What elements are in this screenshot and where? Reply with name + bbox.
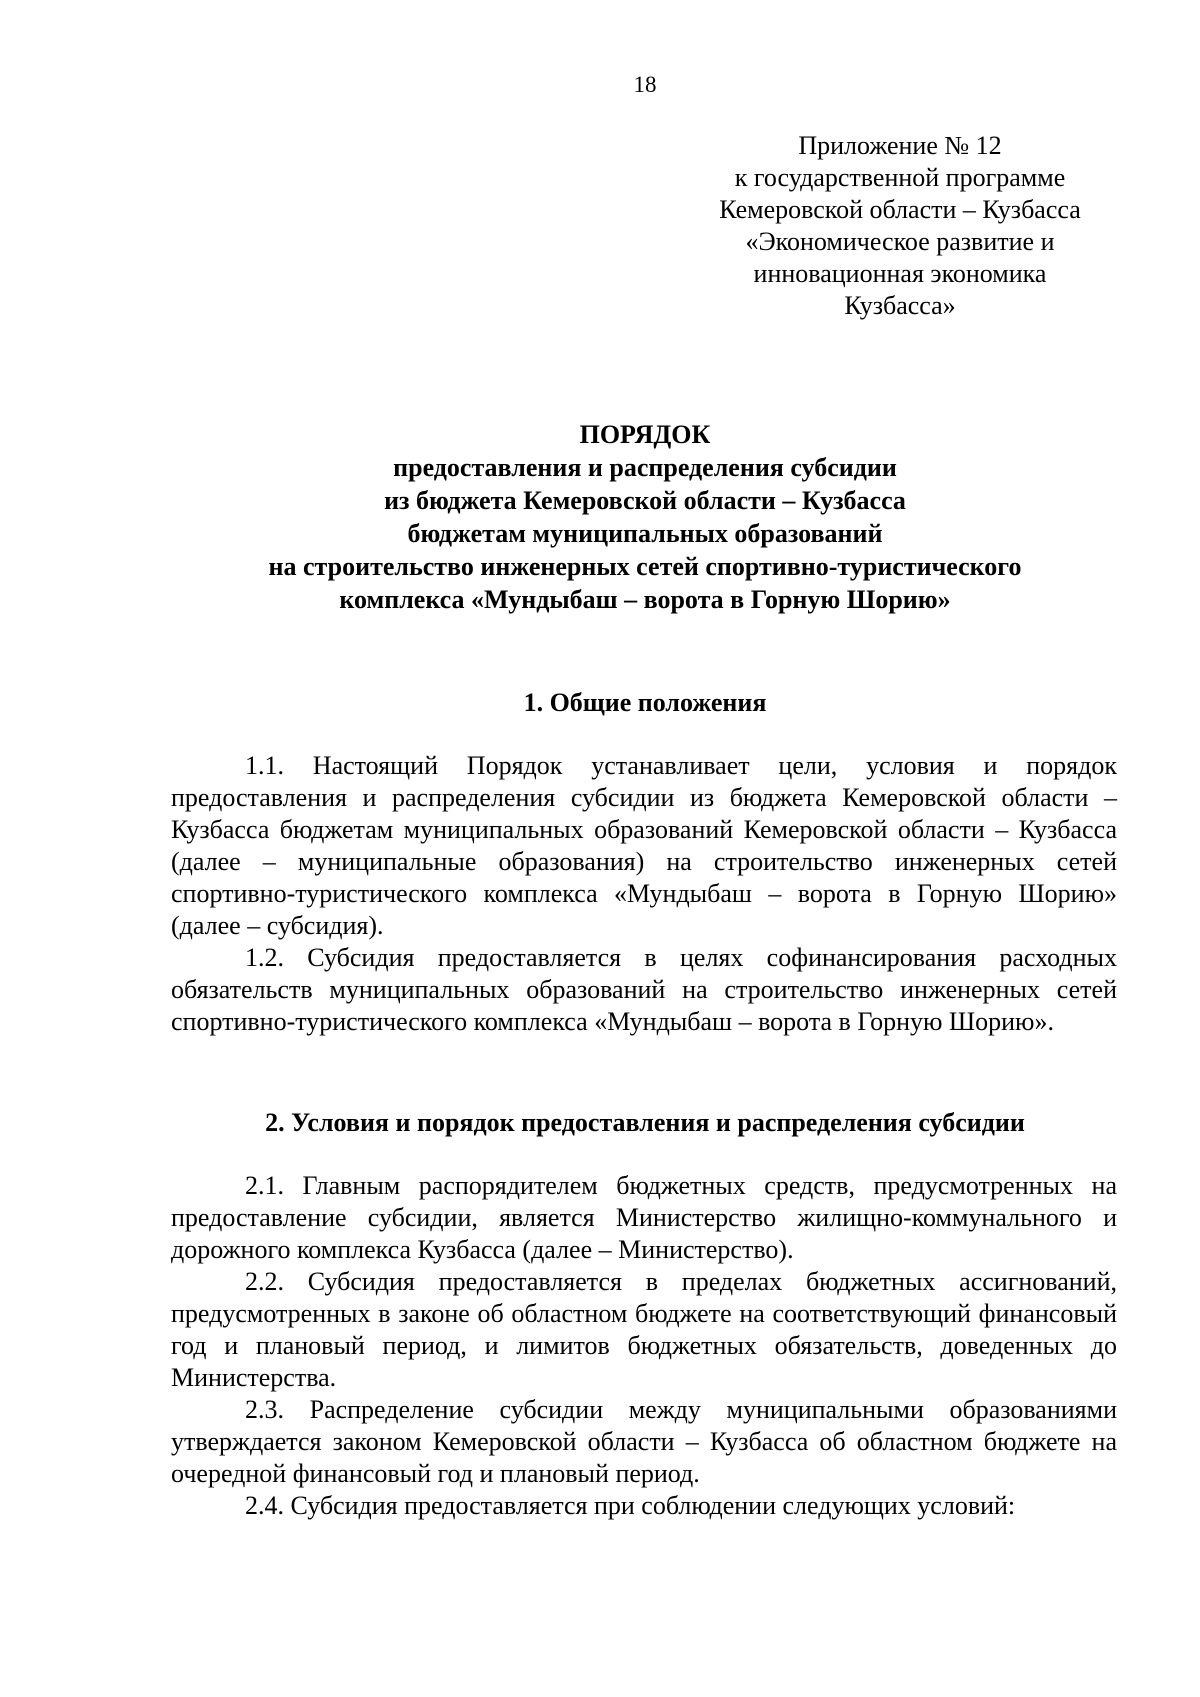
title-main: ПОРЯДОК bbox=[579, 420, 711, 449]
section-body bbox=[171, 1170, 1117, 1522]
appendix-line: Приложение № 12 bbox=[798, 131, 1002, 160]
appendix-note bbox=[680, 130, 1120, 322]
page-number: 18 bbox=[633, 72, 657, 97]
title-line: бюджетам муниципальных образований bbox=[407, 519, 883, 548]
paragraph: 2.3. Распределение субсидии между муниципальными образованиями утверждается законом Кемеровской области – Кузбасса об областном бюджете на очередной финансовый год и плановый период. bbox=[171, 1395, 1117, 1488]
appendix-line: Кузбасса» bbox=[844, 291, 956, 320]
paragraph: 1.2. Субсидия предоставляется в целях софинансирования расходных обязательств муниципальных образований на строительство инженерных сетей спортивно-туристического комплекса «Мундыбаш – ворота в Горную Шорию». bbox=[171, 943, 1117, 1036]
section-heading: 2. Условия и порядок предоставления и распределения субсидии bbox=[265, 1108, 1025, 1137]
section-body bbox=[171, 750, 1117, 1038]
title-line: на строительство инженерных сетей спортивно-туристического bbox=[268, 552, 1022, 581]
section-heading: 1. Общие положения bbox=[523, 688, 767, 717]
document-title bbox=[160, 418, 1130, 616]
paragraph: 1.1. Настоящий Порядок устанавливает цели, условия и порядок предоставления и распределения субсидии из бюджета Кемеровской области – Кузбасса бюджетам муниципальных образований Кемеровской области – Кузбасса (далее – муниципальные образования) на строительство инженерных сетей спортивно-туристического комплекса «Мундыбаш – ворота в Горную Шорию» (далее – субсидия). bbox=[171, 751, 1117, 940]
appendix-line: Кемеровской области – Кузбасса bbox=[719, 195, 1081, 224]
title-line: предоставления и распределения субсидии bbox=[393, 453, 897, 482]
appendix-line: к государственной программе bbox=[734, 163, 1066, 192]
appendix-line: инновационная экономика bbox=[753, 259, 1047, 288]
paragraph: 2.1. Главным распорядителем бюджетных средств, предусмотренных на предоставление субсидии, является Министерство жилищно-коммунального и дорожного комплекса Кузбасса (далее – Министерство). bbox=[171, 1171, 1117, 1264]
title-line: из бюджета Кемеровской области – Кузбасса bbox=[384, 486, 906, 515]
paragraph: 2.2. Субсидия предоставляется в пределах бюджетных ассигнований, предусмотренных в законе об областном бюджете на соответствующий финансовый год и плановый период, и лимитов бюджетных обязательств, доведенных до Министерства. bbox=[171, 1267, 1117, 1392]
title-line: комплекса «Мундыбаш – ворота в Горную Шорию» bbox=[339, 585, 951, 614]
paragraph: 2.4. Субсидия предоставляется при соблюдении следующих условий: bbox=[245, 1491, 1016, 1520]
appendix-line: «Экономическое развитие и bbox=[745, 227, 1055, 256]
